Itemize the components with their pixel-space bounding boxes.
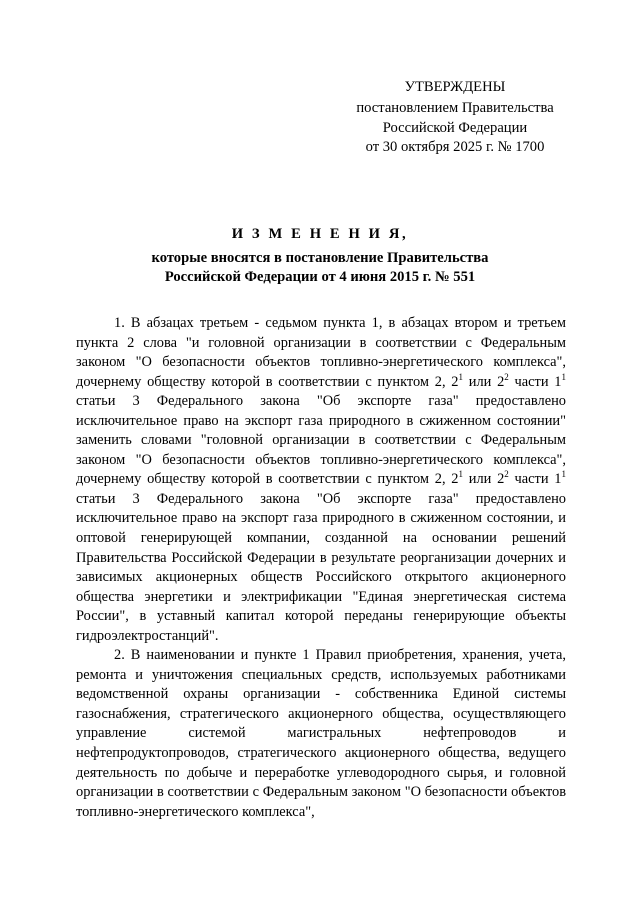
p1-sup-1: 1 — [458, 371, 464, 382]
p1-sup-5: 2 — [504, 469, 509, 480]
approval-line-3: от 30 октября 2025 г. № 1700 — [365, 139, 545, 156]
title-main: И З М Е Н Е Н И Я, — [231, 226, 409, 242]
p1-text-4: статьи 3 Федерального закона "Об экспорте газа" предоставлено исключительное право на экспорт газа природного в сжиженном состоянии" заменить словами "головной организации в соответствии с Федеральным законом "О безопасности объектов топливно-энергетического комплекса", дочернему обществу которой в соответствии с пунктом 2, 2 — [76, 393, 566, 488]
p1-text-7: статьи 3 Федерального закона "Об экспорте газа" предоставлено исключительное право на экспорт газа природного в сжиженном состоянии, и оптовой генерирующей компании, созданной на основании решений Правительства Российской Федерации в результате реорганизации дочерних и зависимых акционерных обществ Российского открытого акционерного общества энергетики и электрификации "Единая энергетическая система России", в уставный капитал которой переданы генерирующие объекты гидроэлектростанций". — [76, 490, 566, 644]
title-sub-2: Российской Федерации от 4 июня 2015 г. № 551 — [164, 269, 476, 286]
p1-sup-3: 1 — [561, 371, 566, 382]
p1-sup-2: 2 — [504, 371, 509, 382]
approval-line-1: постановлением Правительства — [356, 100, 554, 117]
title-sub-1: которые вносятся в постановление Правительства — [151, 249, 489, 266]
document-body — [76, 314, 566, 822]
p1-sup-6: 1 — [561, 469, 566, 480]
p1-text-6: части 1 — [508, 471, 562, 488]
approval-block — [340, 78, 570, 158]
p1-text-5: или 2 — [463, 471, 505, 488]
p1-text-1: 1. В абзацах третьем - седьмом пункта 1, в абзацах втором и третьем пункта 2 слова "и головной организации в соответствии с Федеральным законом "О безопасности объектов топливно-энергетического комплекса", дочернему обществу которой в соответствии с пунктом 2, 2 — [76, 315, 566, 390]
paragraph-1 — [76, 314, 566, 646]
p1-text-2: или 2 — [463, 373, 505, 390]
paragraph-2: 2. В наименовании и пункте 1 Правил приобретения, хранения, учета, ремонта и уничтожения специальных средств, используемых работниками ведомственной охраны организации - собственника Единой системы газоснабжения, стратегического акционерного общества, осуществляющего управление системой магистральных нефтепроводов и нефтепродуктопроводов, стратегического акционерного общества, ведущего деятельность по добыче и переработке углеводородного сырья, и головной организации в соответствии с Федеральным законом "О безопасности объектов топливно-энергетического комплекса", — [76, 647, 566, 820]
approval-line-2: Российской Федерации — [382, 119, 528, 136]
approval-heading: УТВЕРЖДЕНЫ — [404, 79, 506, 95]
document-title — [0, 225, 640, 288]
p1-sup-4: 1 — [458, 469, 464, 480]
p1-text-3: части 1 — [508, 373, 562, 390]
